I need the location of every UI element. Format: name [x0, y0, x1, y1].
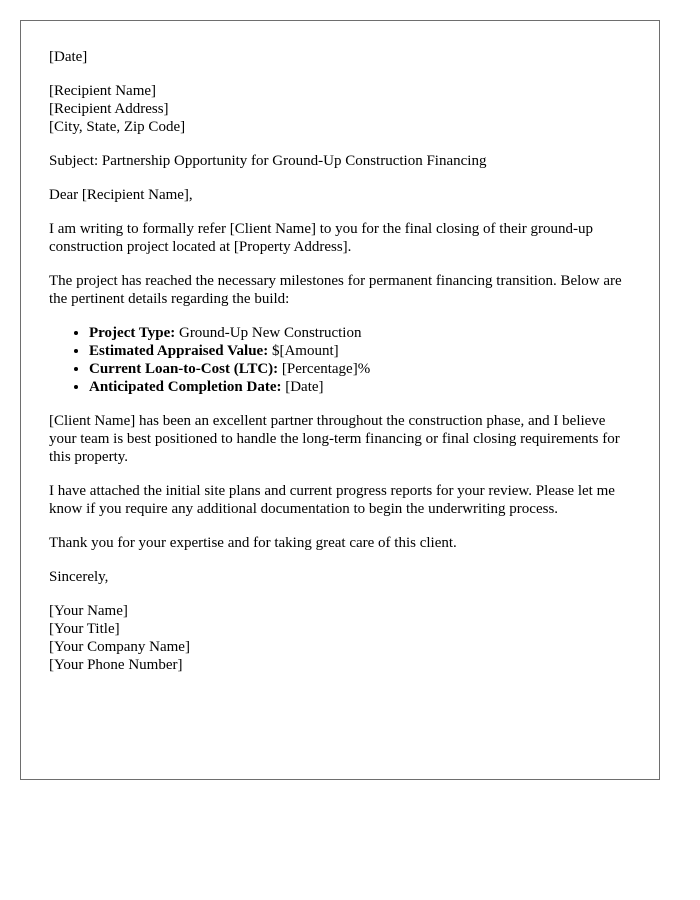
signature-phone: [Your Phone Number]	[49, 657, 183, 673]
signature-block	[49, 602, 631, 674]
detail-label: Current Loan-to-Cost (LTC):	[89, 361, 279, 377]
detail-value: [Percentage]%	[278, 361, 371, 377]
detail-value: Ground-Up New Construction	[175, 325, 362, 341]
recipient-address: [Recipient Address]	[49, 101, 169, 117]
detail-label: Estimated Appraised Value:	[89, 343, 269, 359]
signature-title: [Your Title]	[49, 621, 120, 637]
letter-date: [Date]	[49, 49, 88, 65]
recipient-city-state-zip: [City, State, Zip Code]	[49, 119, 186, 135]
attachments-paragraph: I have attached the initial site plans and current progress reports for your review. Please let me know if you require any additional documentation to begin the underwriting process.	[49, 483, 615, 517]
detail-item-loan-to-cost	[89, 360, 631, 378]
signature-company: [Your Company Name]	[49, 639, 190, 655]
letter-page	[20, 20, 660, 780]
detail-item-project-type	[89, 324, 631, 342]
detail-item-completion-date	[89, 378, 631, 396]
milestones-paragraph: The project has reached the necessary milestones for permanent financing transition. Below are the pertinent details regarding the build:	[49, 273, 622, 307]
project-details-list	[49, 324, 631, 396]
subject-line: Subject: Partnership Opportunity for Ground-Up Construction Financing	[49, 153, 487, 169]
detail-item-appraised-value	[89, 342, 631, 360]
recipient-name: [Recipient Name]	[49, 83, 157, 99]
partner-paragraph: [Client Name] has been an excellent partner throughout the construction phase, and I believe your team is best positioned to handle the long-term financing or final closing requirements for this property.	[49, 413, 620, 465]
thanks-paragraph: Thank you for your expertise and for taking great care of this client.	[49, 535, 457, 551]
closing: Sincerely,	[49, 569, 109, 585]
detail-label: Project Type:	[89, 325, 176, 341]
salutation: Dear [Recipient Name],	[49, 187, 193, 203]
detail-label: Anticipated Completion Date:	[89, 379, 282, 395]
intro-paragraph: I am writing to formally refer [Client Name] to you for the final closing of their ground-up construction project located at [Property Address].	[49, 221, 594, 255]
detail-value: $[Amount]	[268, 343, 339, 359]
recipient-block	[49, 82, 631, 136]
detail-value: [Date]	[281, 379, 324, 395]
signature-name: [Your Name]	[49, 603, 128, 619]
